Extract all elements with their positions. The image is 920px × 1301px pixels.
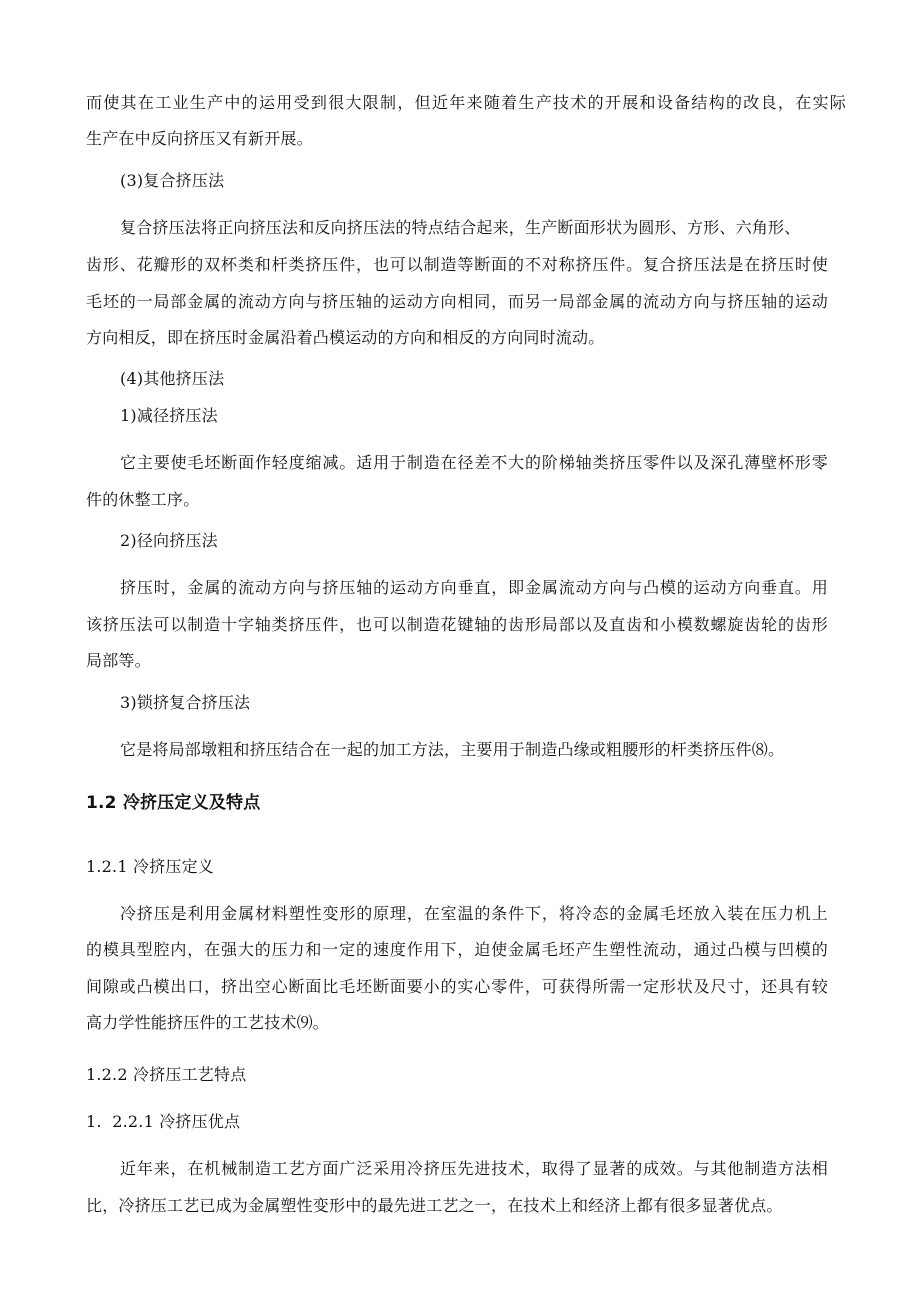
paragraph-line: 挤压时，金属的流动方向与挤压轴的运动方向垂直，即金属流动方向与凸模的运动方向垂直。用: [120, 578, 828, 597]
paragraph-line: 毛坯的一局部金属的流动方向与挤压轴的运动方向相同，而另一局部金属的流动方向与挤压轴的运动: [86, 292, 828, 311]
paragraph-line: 间隙或凸模出口，挤出空心断面比毛坯断面要小的实心零件，可获得所需一定形状及尺寸，还具有较: [86, 977, 828, 996]
paragraph-line: 而使其在工业生产中的运用受到很大限制，但近年来随着生产技术的开展和设备结构的改良，在实际: [86, 93, 846, 112]
paragraph-line: 它是将局部墩粗和挤压结合在一起的加工方法，主要用于制造凸缘或粗腰形的杆类挤压件⑻。: [120, 740, 785, 759]
paragraph-line: 冷挤压是利用金属材料塑性变形的原理，在室温的条件下，将冷态的金属毛坯放入装在压力机上: [120, 904, 828, 923]
subheading-lock-composite-extrusion: 3)锁挤复合挤压法: [120, 693, 251, 712]
subheading-composite-extrusion: (3)复合挤压法: [120, 171, 225, 190]
paragraph-line: 比，冷挤压工艺已成为金属塑性变形中的最先进工艺之一，在技术上和经济上都有很多显著优点。: [86, 1196, 783, 1215]
paragraph-line: 齿形、花瓣形的双杯类和杆类挤压件，也可以制造等断面的不对称挤压件。复合挤压法是在挤压时使: [86, 255, 828, 274]
subheading-radial-extrusion: 2)径向挤压法: [120, 531, 218, 550]
subheading-reducing-extrusion: 1)减径挤压法: [120, 406, 218, 425]
paragraph-line: 该挤压法可以制造十字轴类挤压件，也可以制造花键轴的齿形局部以及直齿和小模数螺旋齿轮的齿形: [86, 615, 828, 634]
paragraph-line: 高力学性能挤压件的工艺技术⑼。: [86, 1013, 330, 1032]
paragraph-line: 的模具型腔内，在强大的压力和一定的速度作用下，迫使金属毛坯产生塑性流动，通过凸模与凹模的: [86, 940, 828, 959]
paragraph-line: 生产在中反向挤压又有新开展。: [86, 129, 313, 148]
paragraph-line: 近年来，在机械制造工艺方面广泛采用冷挤压先进技术，取得了显著的成效。与其他制造方法相: [120, 1159, 828, 1178]
subsection-heading: 1.2.1 冷挤压定义: [86, 857, 214, 876]
paragraph-line: 复合挤压法将正向挤压法和反向挤压法的特点结合起来，生产断面形状为圆形、方形、六角形、: [120, 218, 801, 237]
paragraph-line: 件的休整工序。: [86, 490, 200, 509]
paragraph-line: 方向相反，即在挤压时金属沿着凸模运动的方向和相反的方向同时流动。: [86, 328, 605, 347]
section-heading: 1.2 冷挤压定义及特点: [86, 793, 261, 813]
paragraph-line: 局部等。: [86, 651, 151, 670]
paragraph-line: 它主要使毛坯断面作轻度缩减。适用于制造在径差不大的阶梯轴类挤压零件以及深孔薄壁杯形零: [120, 453, 828, 472]
subsection-heading: 1. 2.2.1 冷挤压优点: [86, 1112, 241, 1131]
subheading-other-extrusion: (4)其他挤压法: [120, 369, 225, 388]
subsection-heading: 1.2.2 冷挤压工艺特点: [86, 1065, 247, 1084]
